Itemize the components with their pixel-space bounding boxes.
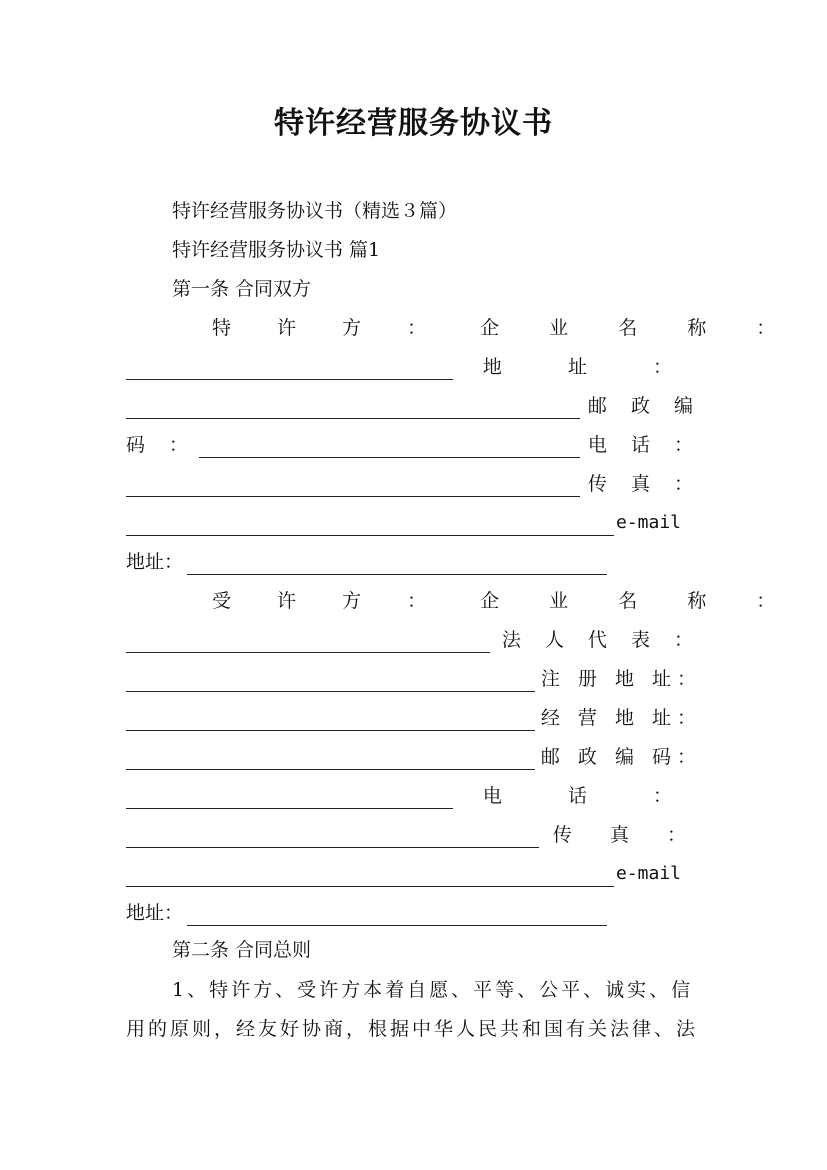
article2-heading (126, 937, 748, 963)
franchisor-email-address-line (126, 549, 702, 575)
franchisor-postal-label-b: 码 ： (126, 434, 198, 456)
postal-blank (199, 439, 580, 458)
article-heading (126, 276, 748, 302)
franchisee-phone-label: 电 话 ： (482, 785, 702, 807)
postal-blank-2 (126, 790, 453, 809)
email-blank-2 (187, 907, 607, 926)
phone-blank (126, 478, 580, 497)
paragraph-text-1: 1、特许方、受许方本着自愿、平等、公平、诚实、信 (172, 979, 694, 1001)
franchisor-postal-line (126, 393, 702, 419)
franchisee-legal-rep-line (126, 627, 702, 653)
legal-rep-blank (126, 673, 535, 692)
franchisee-line (126, 588, 798, 614)
op-address-blank (126, 751, 535, 770)
franchisor-fax-label: 传 真 ： (587, 473, 702, 495)
franchisor-email-line (126, 510, 702, 536)
fax-blank-2 (126, 868, 614, 887)
franchisor-postal-label-a: 邮 政 编 (587, 395, 702, 417)
franchisor-address-label: 地 址 ： (482, 356, 702, 378)
franchisee-phone-line (126, 783, 702, 809)
franchisor-line (126, 315, 798, 341)
franchisee-reg-address-label: 注 册 地 址： (540, 668, 702, 690)
franchisor-phone-line (126, 432, 702, 458)
franchisee-op-address-label: 经 营 地 址： (540, 707, 702, 729)
franchisor-address-line (126, 354, 702, 380)
franchisee-postal-line (126, 744, 702, 770)
franchisee-email-line (126, 861, 702, 887)
article2-text: 第二条 合同总则 (172, 939, 312, 961)
franchisor-company-name-label: 企 业 名 称 ： (480, 317, 798, 339)
article1-text: 第一条 合同双方 (172, 278, 312, 300)
reg-address-blank (126, 712, 535, 731)
franchisee-company-name-label: 企 业 名 称 ： (480, 590, 798, 612)
company-name-blank (126, 361, 453, 380)
franchisee-email-address-label: 地址： (126, 902, 184, 924)
franchisor-fax-line (126, 471, 702, 497)
company-name-blank-2 (126, 634, 490, 653)
fax-blank (126, 517, 614, 536)
franchisor-email-label: e-mail (616, 512, 682, 533)
franchisee-fax-line (126, 822, 702, 848)
document-subtitle (126, 198, 748, 224)
document-title: 特许经营服务协议书 (274, 106, 553, 141)
franchisee-fax-label: 传 真 ： (552, 824, 702, 846)
franchisee-email-label: e-mail (616, 863, 682, 884)
franchisee-email-address-line (126, 900, 702, 926)
part-heading (126, 237, 748, 263)
subtitle-text: 特许经营服务协议书（精选３篇） (172, 200, 458, 222)
franchisor-label: 特 许 方 ： (212, 317, 447, 339)
franchisee-label: 受 许 方 ： (212, 590, 447, 612)
franchisee-op-address-line (126, 705, 702, 731)
franchisor-email-address-label: 地址： (126, 551, 184, 573)
email-blank (187, 556, 607, 575)
franchisee-legal-rep-label: 法 人 代 表 ： (501, 629, 702, 651)
paragraph-text-2: 用的原则，经友好协商，根据中华人民共和国有关法律、法 (126, 1018, 699, 1040)
part-text: 特许经营服务协议书 篇1 (172, 239, 381, 261)
address-blank (126, 400, 580, 419)
phone-blank-2 (126, 829, 539, 848)
franchisor-phone-label: 电 话 ： (587, 434, 702, 456)
paragraph-line-1 (126, 977, 702, 1003)
franchisee-reg-address-line (126, 666, 702, 692)
franchisee-postal-label: 邮 政 编 码： (540, 746, 702, 768)
paragraph-line-2 (126, 1016, 702, 1042)
